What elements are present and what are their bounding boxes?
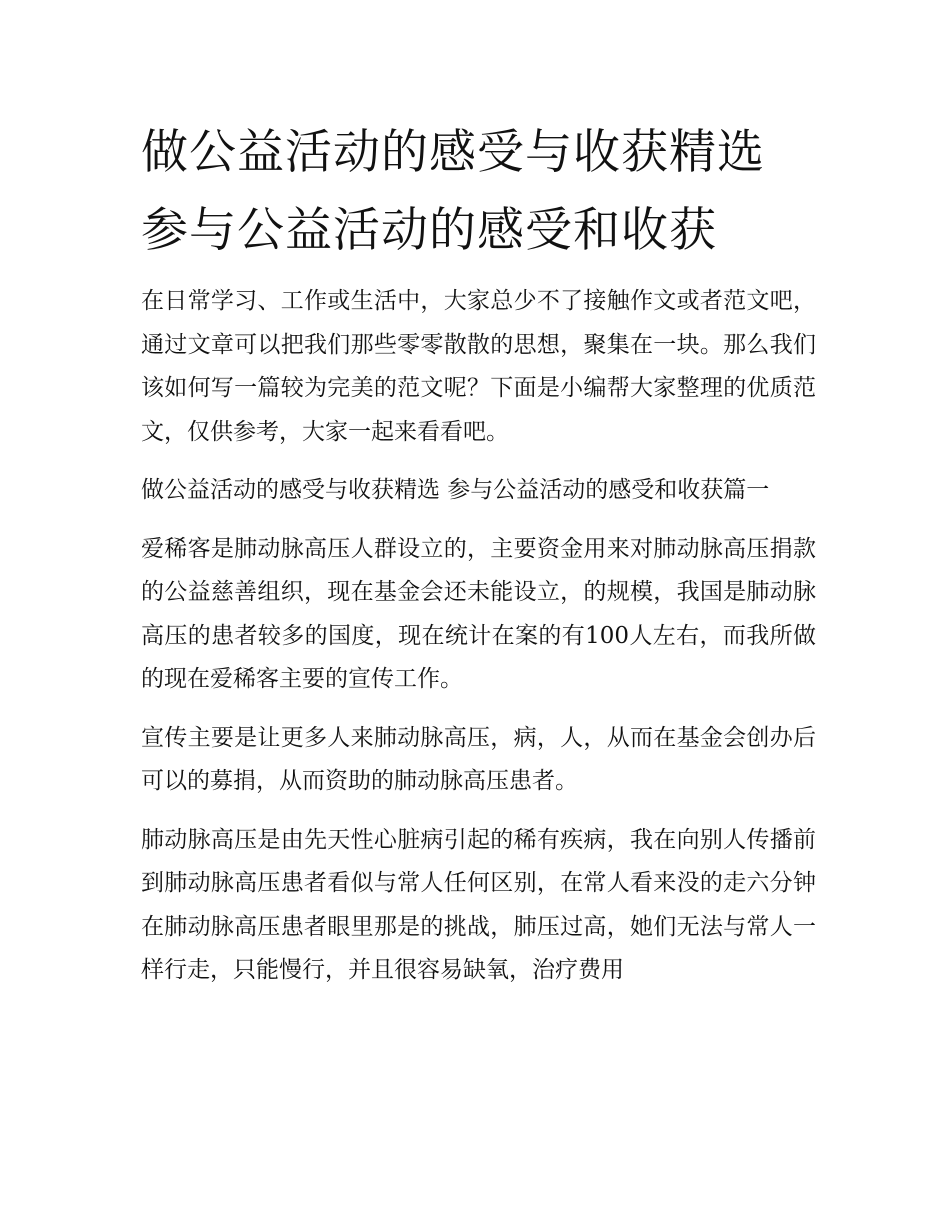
title-line-2: 参与公益活动的感受和收获: [141, 203, 717, 258]
body-paragraph-3: 肺动脉高压是由先天性心脏病引起的稀有疾病，我在向别人传播前到肺动脉高压患者看似与常人任何区别，在常人看来没的走六分钟在肺动脉高压患者眼里那是的挑战，肺压过高，她们无法与常人一样行走，只能慢行，并且很容易缺氧，治疗费用: [141, 826, 816, 983]
document-body: [141, 280, 816, 993]
intro-paragraph: 在日常学习、工作或生活中，大家总少不了接触作文或者范文吧，通过文章可以把我们那些零零散散的思想，聚集在一块。那么我们该如何写一篇较为完美的范文呢？下面是小编帮大家整理的优质范文，仅供参考，大家一起来看看吧。: [141, 288, 816, 445]
body-paragraph-1: 爱稀客是肺动脉高压人群设立的，主要资金用来对肺动脉高压捐款的公益慈善组织，现在基金会还未能设立，的规模，我国是肺动脉高压的患者较多的国度，现在统计在案的有100人左右，而我所做的现在爱稀客主要的宣传工作。: [141, 535, 816, 692]
section-heading-paragraph: 做公益活动的感受与收获精选 参与公益活动的感受和收获篇一: [141, 477, 770, 503]
body-paragraph-2: 宣传主要是让更多人来肺动脉高压，病，人，从而在基金会创办后可以的募捐，从而资助的肺动脉高压患者。: [141, 724, 816, 794]
title-line-1: 做公益活动的感受与收获精选: [141, 125, 765, 180]
document-title: [141, 114, 821, 270]
